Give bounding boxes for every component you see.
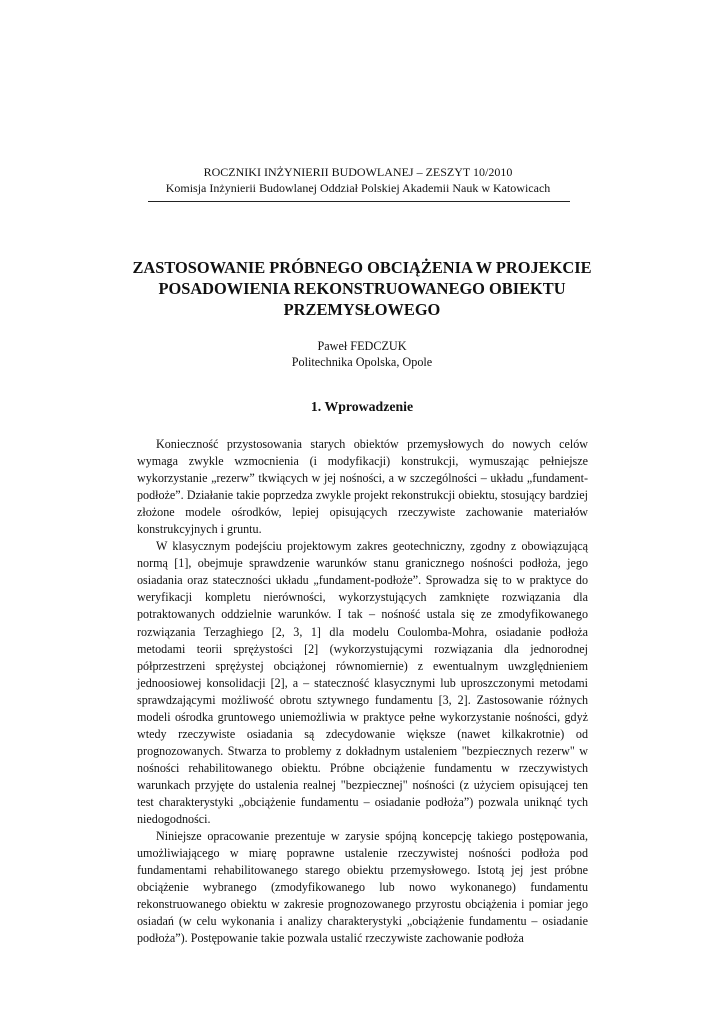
section-heading: 1. Wprowadzenie [310,399,414,414]
paragraph-3: Niniejsze opracowanie prezentuje w zarysie spójną koncepcję takiego postępowania, umożliwiającego w miarę poprawne ustalenie rzeczywistej nośności podłoża pod fundamentami rehabilitowanego starego obiektu przemysłowego. Istotą jej jest próbne obciążenie wybranego (zmodyfikowanego lub nowo wykonanego) fundamentu rekonstruowanego obiektu w zakresie prognozowanego przyrostu obciążenia i pomiar jego osiadań (w celu wykonania i analizy charakterystyki „obciążenie fundamentu – osiadanie podłoża”). Postępowanie takie pozwala ustalić rzeczywiste zachowanie podłoża [137,829,588,946]
paragraph-1: Konieczność przystosowania starych obiektów przemysłowych do nowych celów wymaga zwykle wzmocnienia (i modyfikacji) konstrukcji, wymuszając pełniejsze wykorzystanie „rezerw” tkwiących w jej nośności, a w szczególności – układu „fundament-podłoże”. Działanie takie poprzedza zwykle projekt rekonstrukcji obiektu, stosujący bardziej złożone modele ośrodków, lepiej opisujących rzeczywiste zachowanie materiałów konstrukcyjnych i gruntu. [137,437,588,537]
journal-name-line: ROCZNIKI INŻYNIERII BUDOWLANEJ – ZESZYT 10/2010 [203,165,513,179]
article-title [110,257,614,320]
author-affiliation: Politechnika Opolska, Opole [291,355,433,369]
title-line-3: PRZEMYSŁOWEGO [283,300,441,319]
author-block [200,338,524,370]
header-divider [148,201,570,202]
title-line-2: POSADOWIENIA REKONSTRUOWANEGO OBIEKTU [158,279,566,298]
author-name: Paweł FEDCZUK [317,339,407,353]
title-line-1: ZASTOSOWANIE PRÓBNEGO OBCIĄŻENIA W PROJEKCIE [132,258,592,277]
journal-header [148,164,568,196]
committee-line: Komisja Inżynierii Budowlanej Oddział Polskiej Akademii Nauk w Katowicach [165,181,551,195]
paragraph-2: W klasycznym podejściu projektowym zakres geotechniczny, zgodny z obowiązującą normą [1], obejmuje sprawdzenie warunków stanu granicznego nośności podłoża, jego osiadania oraz stateczności układu „fundament-podłoże”. Sprowadza się to w praktyce do weryfikacji kompletu nierówności, wykorzystujących zamknięte rozwiązania dla potraktowanych oddzielnie warunków. I tak – nośność ustala się ze zmodyfikowanego rozwiązania Terzaghiego [2, 3, 1] dla modelu Coulomba-Mohra, osiadanie podłoża metodami teorii sprężystości [2] (wykorzystującymi rozwiązania dla jednorodnej półprzestrzeni sprężystej obciążonej równomiernie) z ewentualnym uwzględnieniem jednoosiowej konsolidacji [2], a – stateczność klasycznymi lub uproszczonymi metodami sprawdzającymi możliwość obrotu sztywnego fundamentu [3, 2]. Zastosowanie różnych modeli ośrodka gruntowego uniemożliwia w praktyce pełne wykorzystanie nośności, gdyż wtedy rzeczywiste osiadania są zdecydowanie większe (nawet kilkakrotnie) od prognozowanych. Stwarza to problemy z dokładnym ustaleniem "bezpiecznych rezerw" w nośności rehabilitowanego obiektu. Próbne obciążenie fundamentu w rzeczywistych warunkach przyjęte do ustalenia realnej "bezpiecznej" nośności (z użyciem opisującej ten test charakterystyki „obciążenie fundamentu – osiadanie podłoża”) pozwala uniknąć tych niedogodności. [137,539,588,827]
section-body [137,436,588,947]
